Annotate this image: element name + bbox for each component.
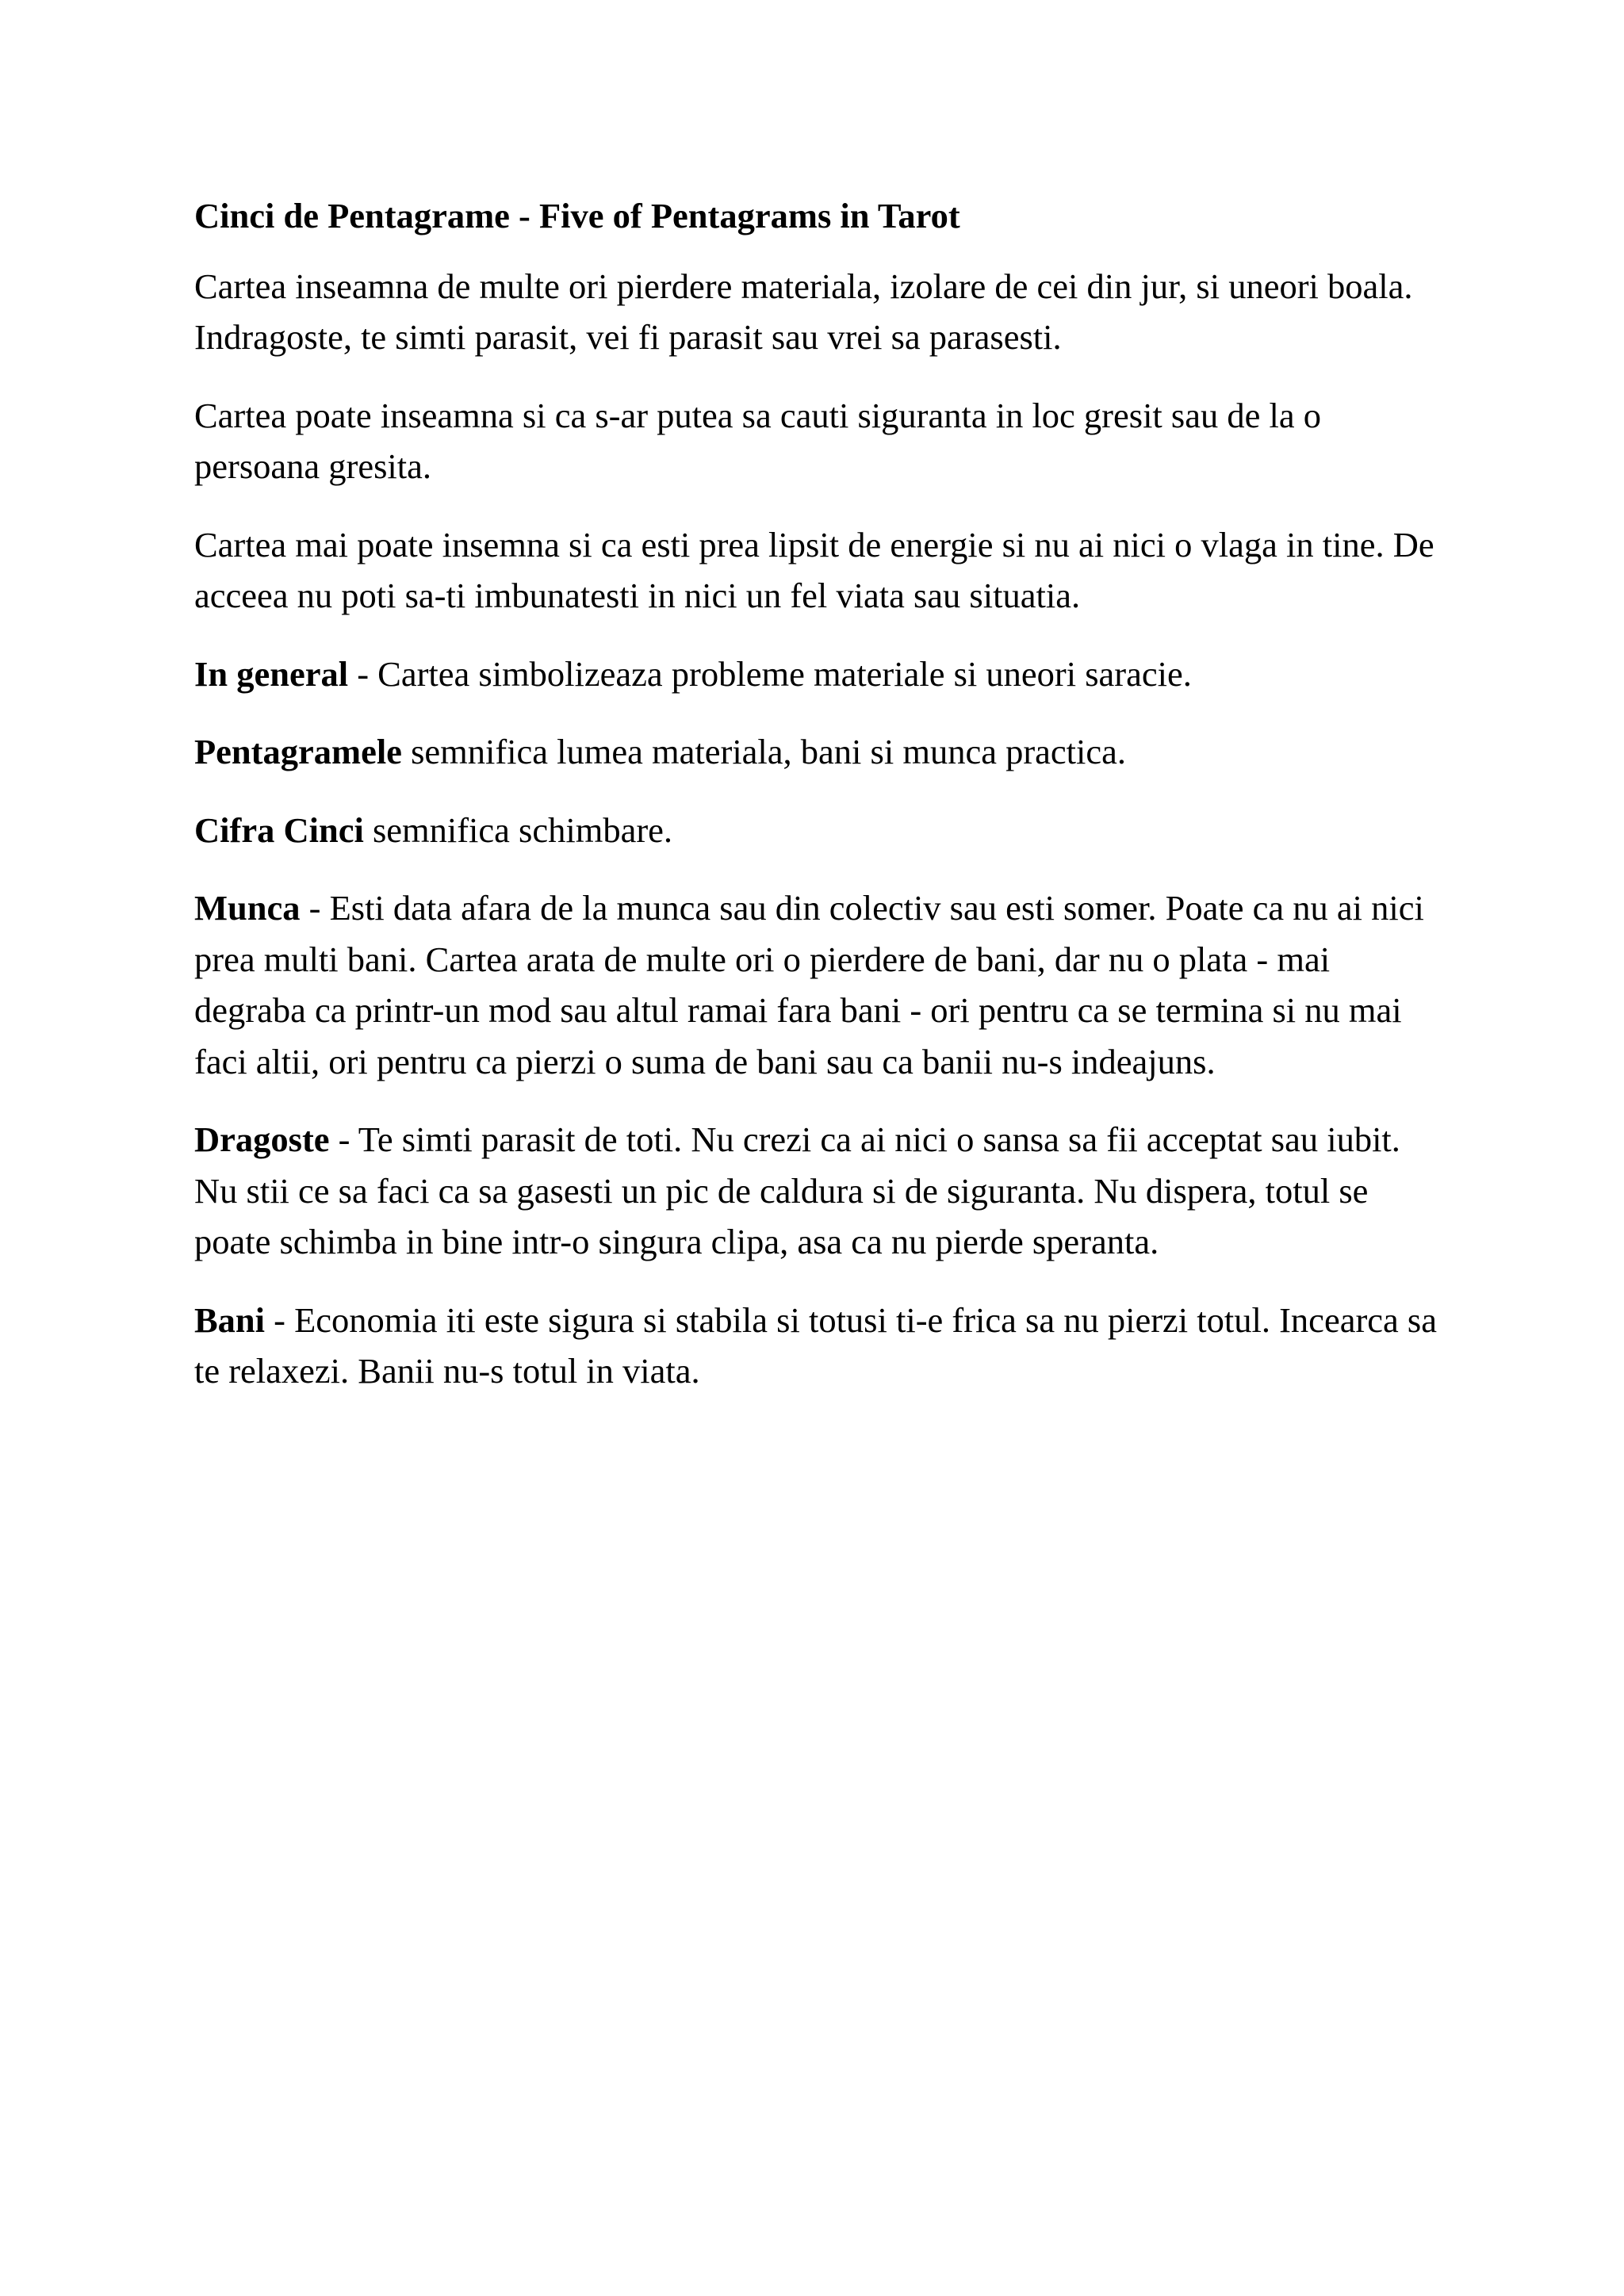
paragraph-energy xyxy=(194,519,1447,622)
paragraph-label: Bani xyxy=(194,1299,266,1340)
paragraph-label: Cifra Cinci xyxy=(194,809,364,850)
paragraph-text: Cartea mai poate insemna si ca esti prea lipsit de energie si nu ai nici o vlaga in tine. De acceea nu poti sa-ti imbunatesti in nici un fel viata sau situatia. xyxy=(194,524,1434,615)
document-title: Cinci de Pentagrame - Five of Pentagrams in Tarot xyxy=(194,196,960,235)
paragraph-text: - Cartea simbolizeaza probleme materiale si uneori saracie. xyxy=(348,653,1192,694)
paragraph-munca xyxy=(194,882,1447,1087)
paragraph-dragoste xyxy=(194,1114,1447,1268)
document-body xyxy=(194,190,1447,1424)
paragraph-text: - Te simti parasit de toti. Nu crezi ca ai nici o sansa sa fii acceptat sau iubit. Nu stii ce sa faci ca sa gasesti un pic de caldura si de siguranta. Nu dispera, totul se poate schimba in bine intr-o singura clipa, asa ca nu pierde speranta. xyxy=(194,1119,1400,1261)
paragraph-label: Dragoste xyxy=(194,1119,330,1159)
paragraph-text: - Economia iti este sigura si stabila si totusi ti-e frica sa nu pierzi totul. Incearca sa te relaxezi. Banii nu-s totul in viata. xyxy=(194,1299,1437,1391)
paragraph-meaning xyxy=(194,261,1447,363)
paragraph-label: Munca xyxy=(194,888,301,928)
paragraph-text: semnifica schimbare. xyxy=(363,809,673,850)
paragraph-bani xyxy=(194,1295,1447,1397)
paragraph-in-general xyxy=(194,649,1447,700)
paragraph-text: Cartea poate inseamna si ca s-ar putea sa cauti siguranta in loc gresit sau de la o persoana gresita. xyxy=(194,395,1321,486)
paragraph-label: In general xyxy=(194,653,349,694)
paragraph-text: - Esti data afara de la munca sau din colectiv sau esti somer. Poate ca nu ai nici prea multi bani. Cartea arata de multe ori o pierdere de bani, dar nu o plata - mai degraba ca printr-un mod sau altul ramai fara bani - ori pentru ca se termina si nu mai faci altii, ori pentru ca pierzi o suma de bani sau ca banii nu-s indeajuns. xyxy=(194,888,1424,1081)
paragraph-text: Cartea inseamna de multe ori pierdere materiala, izolare de cei din jur, si uneori boala. Indragoste, te simti parasit, vei fi parasit sau vrei sa parasesti. xyxy=(194,266,1413,357)
paragraph-cifra-cinci xyxy=(194,805,1447,856)
paragraph-security xyxy=(194,390,1447,492)
paragraph-label: Pentagramele xyxy=(194,732,402,771)
paragraph-text: semnifica lumea materiala, bani si munca practica. xyxy=(401,732,1127,771)
paragraph-pentagramele xyxy=(194,726,1447,778)
